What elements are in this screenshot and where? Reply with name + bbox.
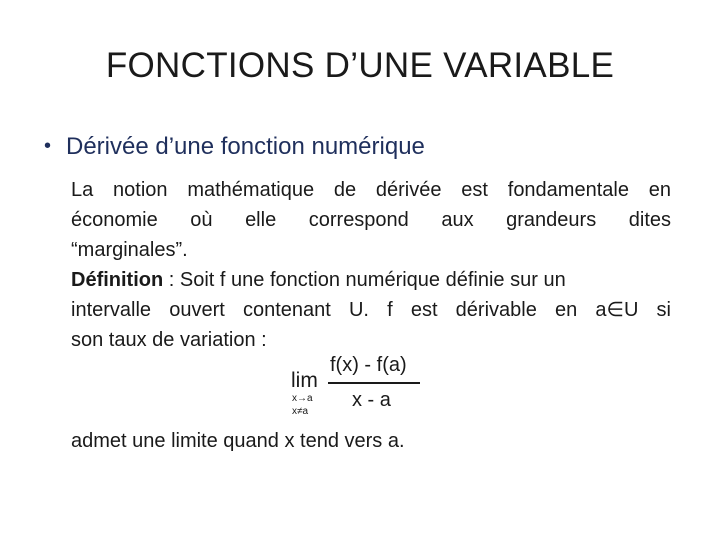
definition-line-3: son taux de variation : bbox=[71, 329, 267, 351]
formula-numerator: f(x) - f(a) bbox=[330, 354, 407, 376]
definition-line-1 bbox=[71, 265, 671, 295]
bullet-heading bbox=[44, 133, 425, 161]
formula-lim: lim bbox=[291, 369, 318, 392]
conclusion-paragraph bbox=[71, 426, 671, 456]
intro-paragraph bbox=[71, 175, 671, 265]
formula-fraction-bar bbox=[328, 382, 420, 384]
definition-line-1-text: : Soit f une fonction numérique définie sur un bbox=[163, 269, 566, 291]
bullet-heading-text: Dérivée d’une fonction numérique bbox=[66, 133, 425, 160]
definition-label: Définition bbox=[71, 269, 164, 291]
formula-condition-1: x→a bbox=[292, 393, 313, 404]
limit-formula bbox=[288, 352, 428, 422]
definition-line-2: intervalle ouvert contenant U. f est dérivable en a∈U si bbox=[71, 299, 671, 321]
definition-paragraph bbox=[71, 265, 671, 355]
intro-line-2: économie où elle correspond aux grandeurs dites bbox=[71, 209, 671, 231]
slide-title: FONCTIONS D’UNE VARIABLE bbox=[105, 46, 615, 85]
intro-line-3: “marginales”. bbox=[71, 239, 188, 261]
formula-condition-2: x≠a bbox=[292, 406, 309, 417]
intro-line-1: La notion mathématique de dérivée est fondamentale en bbox=[71, 179, 671, 201]
formula-denominator: x - a bbox=[352, 389, 391, 411]
conclusion-line: admet une limite quand x tend vers a. bbox=[71, 430, 405, 452]
bullet-icon: • bbox=[44, 135, 52, 157]
